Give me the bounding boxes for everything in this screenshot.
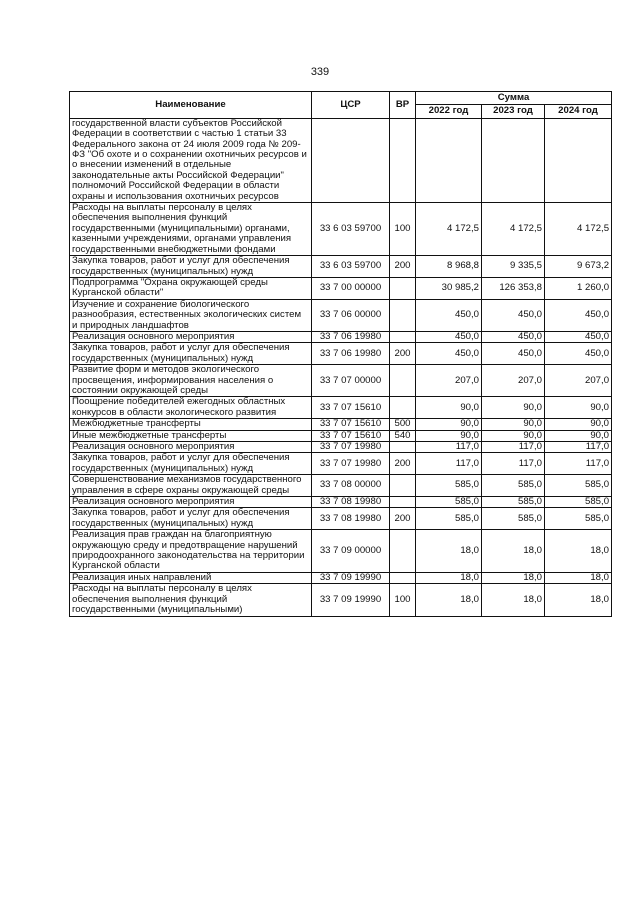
cell-name: Межбюджетные трансферты [70,419,312,430]
cell-csr: 33 7 06 19980 [312,331,390,342]
header-year-2023: 2023 год [482,105,545,118]
cell-2024: 18,0 [545,572,612,583]
table-row [70,397,612,419]
cell-csr: 33 7 07 15610 [312,419,390,430]
cell-2023: 90,0 [482,419,545,430]
cell-csr: 33 7 08 00000 [312,475,390,497]
page-number: 339 [310,66,330,78]
cell-vr [390,118,416,202]
cell-name: Расходы на выплаты персоналу в целях обеспечения выполнения функций государственными (муниципальными) органами, казенными учреждениями, органами управления государственными внебюджетными фондами [70,203,312,256]
header-year-2024: 2024 год [545,105,612,118]
cell-2023: 450,0 [482,331,545,342]
cell-2024: 585,0 [545,497,612,508]
cell-2022: 450,0 [416,331,482,342]
cell-csr: 33 6 03 59700 [312,256,390,278]
header-csr: ЦСР [312,92,390,119]
cell-name: Подпрограмма "Охрана окружающей среды Курганской области" [70,277,312,299]
cell-vr [390,442,416,453]
cell-name: Изучение и сохранение биологического разнообразия, естественных экологических систем и природных ландшафтов [70,299,312,331]
cell-csr: 33 7 07 15610 [312,430,390,441]
cell-2022: 90,0 [416,419,482,430]
cell-vr [390,497,416,508]
table-row [70,584,612,616]
table-row [70,453,612,475]
table-row [70,365,612,397]
cell-vr: 200 [390,256,416,278]
cell-csr: 33 7 06 19980 [312,343,390,365]
table-row [70,118,612,202]
cell-csr: 33 7 08 19980 [312,508,390,530]
table-row [70,530,612,573]
cell-2022: 8 968,8 [416,256,482,278]
cell-csr: 33 7 09 19990 [312,572,390,583]
cell-2022 [416,118,482,202]
cell-vr: 200 [390,453,416,475]
cell-2024: 450,0 [545,331,612,342]
cell-csr [312,118,390,202]
table-row [70,572,612,583]
cell-name: Закупка товаров, работ и услуг для обеспечения государственных (муниципальных) нужд [70,343,312,365]
cell-2023: 18,0 [482,572,545,583]
cell-name: Развитие форм и методов экологического просвещения, информирования населения о состоянии окружающей среды [70,365,312,397]
cell-2024 [545,118,612,202]
cell-name: Реализация иных направлений [70,572,312,583]
cell-2023: 207,0 [482,365,545,397]
header-vr: ВР [390,92,416,119]
cell-2022: 90,0 [416,397,482,419]
cell-2024: 90,0 [545,430,612,441]
cell-csr: 33 7 09 00000 [312,530,390,573]
cell-vr: 100 [390,584,416,616]
table-row [70,277,612,299]
table-row [70,256,612,278]
cell-name: Расходы на выплаты персоналу в целях обеспечения выполнения функций государственными (муниципальными) [70,584,312,616]
cell-2023 [482,118,545,202]
table-row [70,419,612,430]
cell-2024: 450,0 [545,343,612,365]
header-sum: Сумма [416,92,612,105]
cell-name: Совершенствование механизмов государственного управления в сфере охраны окружающей среды [70,475,312,497]
cell-2023: 90,0 [482,430,545,441]
cell-vr [390,530,416,573]
header-name: Наименование [70,92,312,119]
cell-2022: 18,0 [416,584,482,616]
cell-2023: 117,0 [482,442,545,453]
cell-2024: 9 673,2 [545,256,612,278]
cell-2023: 117,0 [482,453,545,475]
cell-2022: 4 172,5 [416,203,482,256]
cell-vr: 100 [390,203,416,256]
header-year-2022: 2022 год [416,105,482,118]
cell-name: Реализация основного мероприятия [70,442,312,453]
cell-vr [390,277,416,299]
cell-vr [390,397,416,419]
cell-csr: 33 7 07 19980 [312,442,390,453]
cell-csr: 33 7 09 19990 [312,584,390,616]
cell-2024: 585,0 [545,508,612,530]
cell-2023: 450,0 [482,299,545,331]
cell-2023: 126 353,8 [482,277,545,299]
cell-vr [390,572,416,583]
cell-2022: 207,0 [416,365,482,397]
table-header [70,92,612,119]
cell-name: Реализация прав граждан на благоприятную окружающую среду и предотвращение нарушений природоохранного законодательства на территории Курганской области [70,530,312,573]
cell-name: Реализация основного мероприятия [70,497,312,508]
cell-2023: 450,0 [482,343,545,365]
cell-2022: 117,0 [416,453,482,475]
cell-2023: 9 335,5 [482,256,545,278]
table-row [70,331,612,342]
cell-2023: 90,0 [482,397,545,419]
cell-2022: 585,0 [416,497,482,508]
cell-csr: 33 7 08 19980 [312,497,390,508]
cell-name: государственной власти субъектов Российской Федерации в соответствии с частью 1 статьи 33 Федерального закона от 24 июля 2009 года № 209-ФЗ "Об охоте и о сохранении охотничьих ресурсов и о внесении изменений в отдельные законодательные акты Российской Федерации" полномочий Российской Федерации в области охраны и использования охотничьих ресурсов [70,118,312,202]
cell-2023: 4 172,5 [482,203,545,256]
cell-vr [390,299,416,331]
cell-2022: 450,0 [416,299,482,331]
table-row [70,203,612,256]
cell-2024: 1 260,0 [545,277,612,299]
cell-2022: 585,0 [416,508,482,530]
cell-vr: 200 [390,508,416,530]
table-row [70,475,612,497]
cell-csr: 33 7 00 00000 [312,277,390,299]
cell-2024: 450,0 [545,299,612,331]
cell-2023: 18,0 [482,584,545,616]
budget-table [69,91,612,617]
cell-2022: 18,0 [416,530,482,573]
cell-2024: 18,0 [545,530,612,573]
cell-vr: 540 [390,430,416,441]
table-row [70,442,612,453]
table-body [70,118,612,616]
cell-csr: 33 7 07 19980 [312,453,390,475]
cell-csr: 33 7 07 15610 [312,397,390,419]
cell-2023: 585,0 [482,497,545,508]
cell-2024: 117,0 [545,453,612,475]
cell-2022: 450,0 [416,343,482,365]
cell-csr: 33 6 03 59700 [312,203,390,256]
cell-vr [390,475,416,497]
cell-vr [390,365,416,397]
cell-vr [390,331,416,342]
cell-name: Закупка товаров, работ и услуг для обеспечения государственных (муниципальных) нужд [70,508,312,530]
cell-2024: 4 172,5 [545,203,612,256]
cell-name: Иные межбюджетные трансферты [70,430,312,441]
table-row [70,497,612,508]
cell-name: Поощрение победителей ежегодных областных конкурсов в области экологического развития [70,397,312,419]
cell-name: Закупка товаров, работ и услуг для обеспечения государственных (муниципальных) нужд [70,256,312,278]
cell-2024: 117,0 [545,442,612,453]
cell-2024: 90,0 [545,397,612,419]
cell-2024: 585,0 [545,475,612,497]
cell-2022: 585,0 [416,475,482,497]
cell-2022: 117,0 [416,442,482,453]
table-row [70,508,612,530]
cell-name: Реализация основного мероприятия [70,331,312,342]
cell-2022: 18,0 [416,572,482,583]
cell-2024: 90,0 [545,419,612,430]
cell-2022: 30 985,2 [416,277,482,299]
cell-2023: 585,0 [482,508,545,530]
table-row [70,299,612,331]
cell-name: Закупка товаров, работ и услуг для обеспечения государственных (муниципальных) нужд [70,453,312,475]
cell-vr: 500 [390,419,416,430]
cell-2023: 585,0 [482,475,545,497]
cell-csr: 33 7 06 00000 [312,299,390,331]
cell-2024: 207,0 [545,365,612,397]
cell-2024: 18,0 [545,584,612,616]
cell-csr: 33 7 07 00000 [312,365,390,397]
cell-2022: 90,0 [416,430,482,441]
table-row [70,343,612,365]
table-row [70,430,612,441]
cell-2023: 18,0 [482,530,545,573]
cell-vr: 200 [390,343,416,365]
